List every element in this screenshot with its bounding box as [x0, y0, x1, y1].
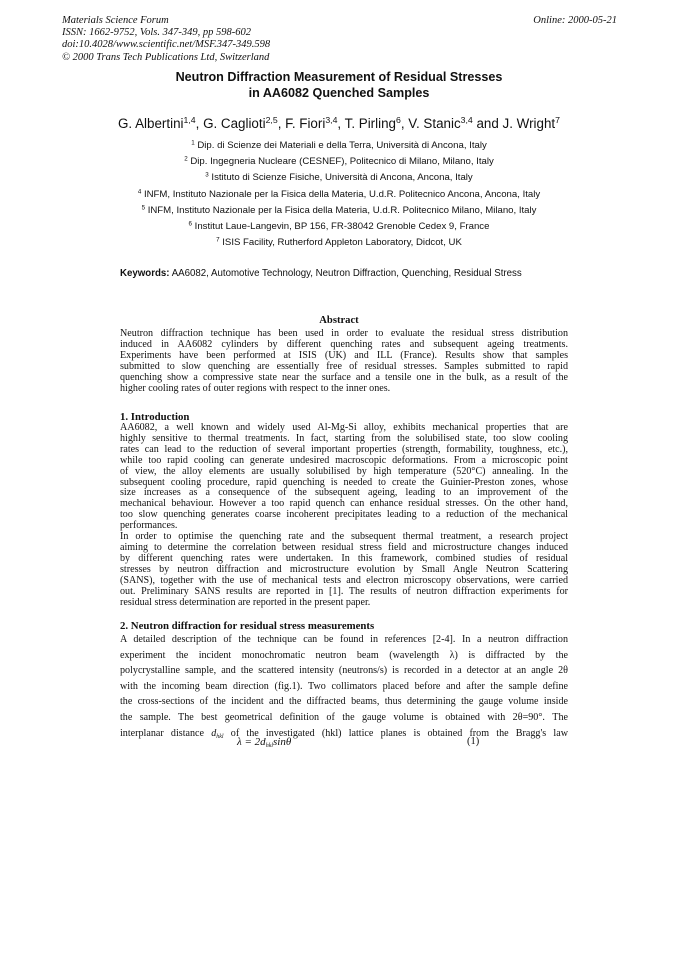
intro-line: of view, the alloy elements are usually solubilised by high temperature (520°C) annealing. In the: [120, 465, 568, 477]
affiliation-list: [0, 138, 678, 251]
affiliation-text: ISIS Facility, Rutherford Appleton Laboratory, Didcot, UK: [219, 237, 462, 249]
intro-line: residual stress determination are reported in the present paper.: [120, 596, 371, 608]
affiliation-text: Dip. Ingegneria Nucleare (CESNEF), Politecnico di Milano, Milano, Italy: [187, 156, 494, 168]
keywords-label: Keywords:: [120, 268, 170, 279]
keywords-text: AA6082, Automotive Technology, Neutron Diffraction, Quenching, Residual Stress: [171, 268, 522, 279]
author-list: [0, 116, 678, 131]
intro-line: too slow quenching generates coarse incoherent precipitates leading to a reduction of the mechanical: [120, 509, 568, 521]
author-affil-ref: 2,5: [265, 115, 278, 126]
section2-line: experiment the incident monochromatic neutron beam (wavelength λ) is diffracted by the: [120, 649, 568, 661]
online-date: Online: 2000-05-21: [533, 15, 617, 26]
intro-line: performances.: [120, 520, 178, 532]
author-affil-ref: 3,4: [325, 115, 338, 126]
abstract-line: submitted to slow quenching are essentially free of residual stresses. Samples submitted to rapid: [120, 360, 568, 372]
author-name: F. Fiori: [285, 116, 326, 131]
affiliation-number: 1: [191, 139, 195, 147]
section2-body: [120, 632, 568, 745]
intro-line: by different quenching rates were undertaken. In this framework, combined studies of residual: [120, 552, 568, 564]
section2-line: polycrystalline sample, and the scattered intensity (neutrons/s) is recorded in a detector at an angle 2θ: [120, 665, 568, 677]
section2-line: the cross-sections of the incident and the diffracted beams, thus determining the gauge volume inside: [120, 696, 568, 708]
author-separator: ,: [195, 116, 204, 131]
author-separator: ,: [337, 116, 345, 131]
author-affil-ref: 7: [555, 115, 560, 126]
affiliation-item: [0, 187, 678, 203]
section2-text: of the investigated (hkl) lattice planes is obtained from the Bragg's law: [223, 727, 568, 739]
section2-text: interplanar distance: [120, 727, 212, 739]
author-affil-ref: 6: [395, 115, 401, 126]
affiliation-number: 4: [137, 188, 142, 196]
intro-line: rates can lead to the reduction of several important properties (strength, formability, toughness, etc.),: [120, 443, 568, 455]
intro-line: (SANS), together with the use of mechanical tests and electron microscopy observations, were carried: [120, 574, 568, 586]
keywords: [120, 268, 522, 279]
publication-info: [62, 15, 270, 64]
intro-line: stresses by neutron diffraction and microstructure evolution by Small Angle Neutron Scattering: [120, 563, 568, 575]
section2-line: with the incoming beam direction (fig.1). Two collimators placed before and after the sample define: [120, 680, 568, 692]
equation-sub: hkl: [265, 743, 274, 749]
author-separator: and: [472, 116, 503, 131]
intro-line: out. Preliminary SANS results are reported in [1]. The results of neutron diffraction experiments for: [120, 585, 568, 597]
title-line-1: Neutron Diffraction Measurement of Residual Stresses: [175, 70, 503, 84]
author-name: G. Caglioti: [203, 116, 266, 131]
section2-heading: 2. Neutron diffraction for residual stress measurements: [120, 620, 375, 632]
affiliation-number: 6: [188, 220, 193, 228]
affiliation-text: Institut Laue-Langevin, BP 156, FR-38042 Grenoble Cedex 9, France: [192, 221, 490, 233]
section2-line: [120, 726, 568, 746]
affiliation-number: 5: [141, 204, 146, 212]
intro-line: while too rapid cooling can generate undesired macroscopic deformations. From a microscopic point: [120, 454, 568, 466]
abstract-line: Neutron diffraction technique has been used in order to evaluate the residual stress distribution: [120, 328, 568, 339]
equation-rhs: sinθ: [273, 736, 292, 748]
affiliation-text: Istituto di Scienze Fisiche, Università di Ancona, Ancona, Italy: [208, 172, 473, 184]
affiliation-text: INFM, Instituto Nazionale per la Fisica della Materia, U.d.R. Politecnico Ancona, Ancona, Italy: [141, 188, 541, 200]
issn-line: ISSN: 1662-9752, Vols. 347-349, pp 598-602: [62, 27, 251, 39]
abstract-line: Experiments have been performed at ISIS (UK) and ILL (France). Results show that samples: [120, 349, 568, 361]
intro-line: AA6082, a well known and widely used Al-Mg-Si alloy, exhibits mechanical properties that are: [120, 422, 568, 433]
intro-line: In order to optimise the quenching rate and the subsequent thermal treatment, a research project: [120, 531, 568, 543]
affiliation-text: INFM, Instituto Nazionale per la Fisica della Materia, U.d.R. Politecnico Milano, Milano, Italy: [145, 204, 537, 216]
affiliation-item: [0, 235, 678, 251]
title-line-2: in AA6082 Quenched Samples: [248, 85, 430, 100]
intro-heading: 1. Introduction: [120, 411, 190, 423]
abstract-line: induced in AA6082 cylinders by different quenching rates and subsequent ageing treatments.: [120, 338, 568, 350]
author-separator: ,: [400, 116, 409, 131]
affiliation-item: [0, 170, 678, 186]
intro-line: size increases as a consequence of the subsequent ageing, leading to an improvement of the: [120, 487, 568, 499]
intro-line: subsequent cooling procedure, rapid quenching is needed to create the Guinier-Preston zones, whose: [120, 476, 568, 488]
paper-title: [0, 70, 678, 101]
author-name: G. Albertini: [118, 116, 184, 131]
intro-line: aiming to determine the correlation between residual stress field and microstructure changes induced: [120, 541, 568, 553]
affiliation-number: 2: [184, 155, 188, 163]
copyright-line: © 2000 Trans Tech Publications Ltd, Switzerland: [62, 51, 270, 63]
equation-bragg: [237, 736, 291, 749]
affiliation-item: [0, 138, 678, 154]
affiliation-item: [0, 219, 678, 235]
intro-body: [120, 423, 568, 608]
affiliation-item: [0, 203, 678, 219]
abstract-body: [120, 329, 568, 394]
abstract-heading: Abstract: [319, 315, 359, 326]
journal-name: Materials Science Forum: [62, 15, 169, 26]
author-affil-ref: 3,4: [460, 115, 473, 126]
symbol-d: d: [211, 727, 217, 739]
intro-line: highly sensitive to thermal treatments. In fact, starting from the solubilised state, too slow cooling: [120, 432, 568, 444]
author-name: V. Stanic: [408, 116, 461, 131]
author-separator: ,: [277, 116, 286, 131]
affiliation-item: [0, 154, 678, 170]
affiliation-text: Dip. di Scienze dei Materiali e della Terra, Università di Ancona, Italy: [194, 140, 487, 151]
equation-number: (1): [467, 736, 480, 747]
affiliation-number: 3: [205, 171, 209, 179]
doi-line: doi:10.4028/www.scientific.net/MSF.347-349.598: [62, 39, 271, 51]
abstract-line: higher cooling rates of outer regions with respect to the inner ones.: [120, 382, 391, 394]
author-name: J. Wright: [502, 116, 556, 131]
author-affil-ref: 1,4: [183, 115, 196, 126]
author-name: T. Pirling: [344, 116, 396, 131]
symbol-d-subscript: hkl: [216, 733, 224, 740]
intro-line: mechanical behaviour. However a too rapid quench can enhance residual stresses. On the other hand,: [120, 498, 568, 510]
affiliation-number: 7: [216, 236, 220, 244]
section2-line: the sample. The best geometrical definition of the gauge volume is obtained with 2θ=90°. The: [120, 711, 568, 723]
abstract-line: quenching show a compressive state near the surface and a tensile one in the bulk, as a result of the: [120, 371, 568, 383]
equation-lhs: λ = 2d: [237, 736, 266, 748]
section2-line: A detailed description of the technique can be found in references [2-4]. In a neutron diffraction: [120, 634, 568, 645]
